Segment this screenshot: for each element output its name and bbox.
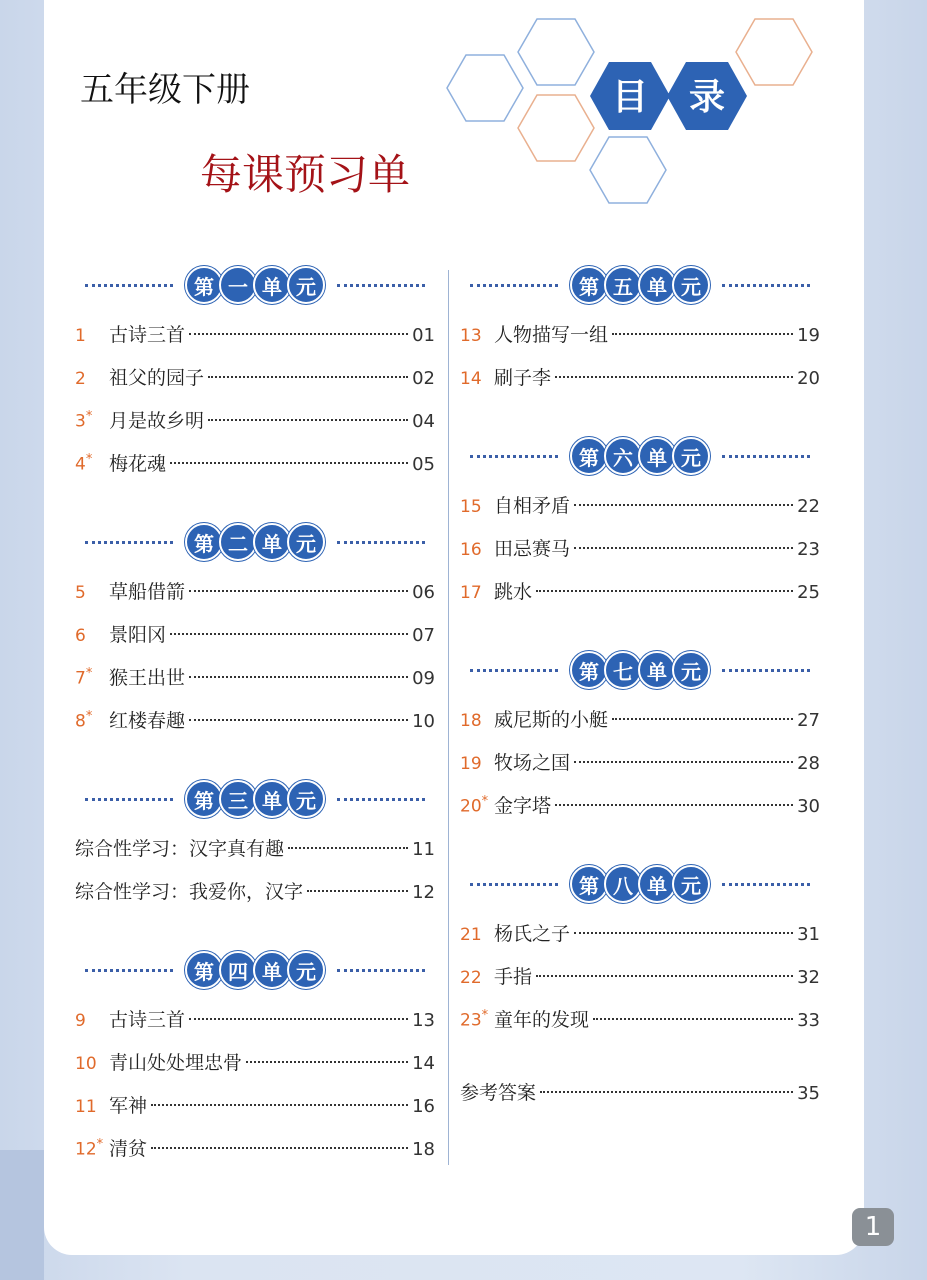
- dot-leader: [170, 462, 408, 464]
- lesson-title: 猴王出世: [109, 667, 186, 689]
- page-ref: 35: [797, 1083, 820, 1104]
- lesson-number-text: 2: [75, 369, 86, 389]
- dot-leader: [574, 547, 793, 549]
- lesson-title: 古诗三首: [109, 324, 186, 346]
- lesson-title: 草船借箭: [109, 581, 186, 603]
- toc-right-column: [460, 265, 820, 1121]
- unit-heading: [75, 950, 435, 990]
- unit-heading-char: 第: [570, 651, 608, 689]
- lesson-number: [460, 540, 494, 560]
- dotted-rule-left: [85, 541, 173, 544]
- unit-heading-char: 元: [287, 266, 325, 304]
- unit-heading-char: 第: [185, 780, 223, 818]
- page-ref: 20: [797, 368, 820, 389]
- unit-heading-char: 元: [672, 266, 710, 304]
- unit-heading-char: 单: [253, 951, 291, 989]
- lesson-number: [460, 369, 494, 389]
- lesson-number-text: 22: [460, 968, 482, 988]
- unit-spacer: [75, 920, 435, 950]
- dot-leader: [246, 1061, 408, 1063]
- unit-heading: [460, 650, 820, 690]
- optional-lesson-star: *: [85, 452, 93, 468]
- lesson-number-text: 13: [460, 326, 482, 346]
- dot-leader: [612, 718, 793, 720]
- lesson-title: 综合性学习：汉字真有趣: [75, 838, 285, 860]
- lesson-number: [460, 925, 494, 945]
- page-ref: 09: [412, 668, 435, 689]
- page-ref: 02: [412, 368, 435, 389]
- toc-entry[interactable]: [75, 1091, 435, 1134]
- dot-leader: [593, 1018, 793, 1020]
- unit-heading-char: 三: [219, 780, 257, 818]
- toc-entry[interactable]: [75, 1005, 435, 1048]
- dotted-rule-right: [722, 669, 810, 672]
- lesson-number: [75, 1097, 109, 1117]
- lesson-number-text: 9: [75, 1011, 86, 1031]
- toc-hexagon-banner: [0, 0, 927, 220]
- column-divider: [448, 270, 449, 1165]
- hex-outline-blue-3: [590, 137, 666, 203]
- page-ref: 07: [412, 625, 435, 646]
- lesson-title: 牧场之国: [494, 752, 571, 774]
- dotted-rule-right: [337, 798, 425, 801]
- lesson-number: [75, 626, 109, 646]
- page-ref: 23: [797, 539, 820, 560]
- page-ref: 22: [797, 496, 820, 517]
- toc-entry[interactable]: [75, 320, 435, 363]
- lesson-number-text: 20: [460, 797, 482, 817]
- lesson-number-text: 19: [460, 754, 482, 774]
- unit-heading: [460, 864, 820, 904]
- unit-heading-char: 四: [219, 951, 257, 989]
- toc-title-char-1: 目: [611, 77, 649, 118]
- toc-entry[interactable]: [75, 406, 435, 449]
- lesson-number-text: 17: [460, 583, 482, 603]
- dotted-rule-right: [337, 541, 425, 544]
- lesson-number-text: 5: [75, 583, 86, 603]
- dot-leader: [189, 333, 408, 335]
- hex-outline-orange-1: [518, 95, 594, 161]
- dot-leader: [189, 719, 408, 721]
- lesson-title: 古诗三首: [109, 1009, 186, 1031]
- dot-leader: [574, 932, 793, 934]
- unit-heading-char: 元: [287, 523, 325, 561]
- dot-leader: [189, 676, 408, 678]
- toc-entry[interactable]: [75, 577, 435, 620]
- toc-entry[interactable]: [75, 363, 435, 406]
- hex-outline-blue-1: [447, 55, 523, 121]
- lesson-title: 清贫: [109, 1138, 148, 1160]
- page-ref: 13: [412, 1010, 435, 1031]
- dot-leader: [540, 1091, 793, 1093]
- lesson-number: [75, 452, 109, 475]
- page-ref: 05: [412, 454, 435, 475]
- dotted-rule-left: [85, 969, 173, 972]
- unit-heading-char: 元: [287, 951, 325, 989]
- dot-leader: [189, 590, 408, 592]
- unit-heading-char: 五: [604, 266, 642, 304]
- unit-heading-char: 第: [570, 266, 608, 304]
- optional-lesson-star: *: [85, 709, 93, 725]
- unit-heading-char: 单: [253, 780, 291, 818]
- lesson-title: 杨氏之子: [494, 923, 571, 945]
- dot-leader: [208, 376, 408, 378]
- unit-heading-char: 第: [570, 865, 608, 903]
- unit-heading-char: 单: [253, 266, 291, 304]
- unit-heading-char: 元: [287, 780, 325, 818]
- unit-heading: [75, 522, 435, 562]
- unit-spacer: [75, 749, 435, 779]
- dot-leader: [170, 633, 408, 635]
- lesson-number: [75, 1054, 109, 1074]
- lesson-number: [460, 794, 494, 817]
- left-edge-strip: [0, 1150, 44, 1280]
- page-ref: 06: [412, 582, 435, 603]
- unit-heading: [460, 436, 820, 476]
- lesson-title: 手指: [494, 966, 533, 988]
- lesson-number: [75, 666, 109, 689]
- lesson-title: 梅花魂: [109, 453, 167, 475]
- optional-lesson-star: *: [85, 666, 93, 682]
- unit-heading-char: 第: [185, 523, 223, 561]
- unit-heading-chars: [187, 523, 323, 561]
- lesson-number-text: 12: [75, 1140, 97, 1160]
- toc-entry[interactable]: [75, 834, 435, 877]
- lesson-number-text: 23: [460, 1011, 482, 1031]
- unit-heading-char: 第: [185, 266, 223, 304]
- page-ref: 01: [412, 325, 435, 346]
- toc-entry[interactable]: [75, 663, 435, 706]
- toc-entry[interactable]: [460, 791, 820, 834]
- optional-lesson-star: *: [481, 794, 489, 810]
- toc-entry[interactable]: [75, 449, 435, 492]
- unit-heading: [460, 265, 820, 305]
- page-ref: 11: [412, 839, 435, 860]
- page-ref: 12: [412, 882, 435, 903]
- unit-spacer: [460, 620, 820, 650]
- dot-leader: [555, 376, 793, 378]
- dot-leader: [536, 975, 793, 977]
- unit-heading-char: 一: [219, 266, 257, 304]
- unit-heading-chars: [572, 437, 708, 475]
- lesson-number: [460, 968, 494, 988]
- lesson-title: 童年的发现: [494, 1009, 590, 1031]
- lesson-number-text: 21: [460, 925, 482, 945]
- dotted-rule-left: [85, 284, 173, 287]
- dotted-rule-right: [722, 883, 810, 886]
- unit-heading-char: 单: [253, 523, 291, 561]
- lesson-number-text: 1: [75, 326, 86, 346]
- lesson-number-text: 18: [460, 711, 482, 731]
- dotted-rule-right: [337, 969, 425, 972]
- answers-entry[interactable]: [460, 1078, 820, 1121]
- lesson-number: [460, 497, 494, 517]
- toc-entry[interactable]: [75, 620, 435, 663]
- optional-lesson-star: *: [481, 1008, 489, 1024]
- dot-leader: [574, 761, 793, 763]
- hex-outline-blue-2: [518, 19, 594, 85]
- unit-heading-char: 六: [604, 437, 642, 475]
- unit-heading-char: 单: [638, 437, 676, 475]
- toc-entry[interactable]: [460, 363, 820, 406]
- lesson-title: 跳水: [494, 581, 533, 603]
- lesson-number-text: 15: [460, 497, 482, 517]
- unit-heading-char: 七: [604, 651, 642, 689]
- toc-entry[interactable]: [460, 577, 820, 620]
- toc-entry[interactable]: [460, 705, 820, 748]
- unit-heading-chars: [187, 951, 323, 989]
- page-ref: 25: [797, 582, 820, 603]
- unit-heading-char: 单: [638, 266, 676, 304]
- unit-heading-char: 第: [570, 437, 608, 475]
- dot-leader: [151, 1104, 408, 1106]
- unit-heading: [75, 779, 435, 819]
- toc-entry[interactable]: [75, 1134, 435, 1177]
- toc-entry[interactable]: [75, 877, 435, 920]
- page-ref: 19: [797, 325, 820, 346]
- page-ref: 30: [797, 796, 820, 817]
- dotted-rule-left: [85, 798, 173, 801]
- toc-entry[interactable]: [460, 748, 820, 791]
- dot-leader: [536, 590, 793, 592]
- lesson-title: 月是故乡明: [109, 410, 205, 432]
- unit-spacer: [75, 492, 435, 522]
- unit-heading-chars: [572, 865, 708, 903]
- unit-heading-char: 单: [638, 865, 676, 903]
- lesson-number-text: 7: [75, 669, 86, 689]
- page-ref: 10: [412, 711, 435, 732]
- lesson-number-text: 14: [460, 369, 482, 389]
- page-ref: 31: [797, 924, 820, 945]
- toc-entry[interactable]: [460, 1005, 820, 1048]
- lesson-number-text: 16: [460, 540, 482, 560]
- dot-leader: [574, 504, 793, 506]
- hex-outline-orange-2: [736, 19, 812, 85]
- dot-leader: [288, 847, 408, 849]
- lesson-title: 威尼斯的小艇: [494, 709, 609, 731]
- toc-left-column: [75, 265, 435, 1177]
- lesson-title: 青山处处埋忠骨: [109, 1052, 243, 1074]
- lesson-number: [75, 1137, 109, 1160]
- lesson-number: [460, 754, 494, 774]
- toc-entry[interactable]: [460, 320, 820, 363]
- toc-entry[interactable]: [460, 534, 820, 577]
- lesson-number: [75, 583, 109, 603]
- page-ref: 04: [412, 411, 435, 432]
- dotted-rule-right: [722, 284, 810, 287]
- lesson-title: 刷子李: [494, 367, 552, 389]
- lesson-number: [75, 409, 109, 432]
- unit-heading: [75, 265, 435, 305]
- unit-heading-char: 八: [604, 865, 642, 903]
- dotted-rule-left: [470, 455, 558, 458]
- preview-sheet-title: 每课预习单: [200, 150, 411, 199]
- unit-heading-char: 第: [185, 951, 223, 989]
- toc-entry[interactable]: [460, 919, 820, 962]
- dot-leader: [189, 1018, 408, 1020]
- lesson-number-text: 8: [75, 712, 86, 732]
- page-ref: 16: [412, 1096, 435, 1117]
- lesson-title: 自相矛盾: [494, 495, 571, 517]
- lesson-title: 祖父的园子: [109, 367, 205, 389]
- lesson-number-text: 10: [75, 1054, 97, 1074]
- dot-leader: [151, 1147, 408, 1149]
- unit-heading-char: 二: [219, 523, 257, 561]
- lesson-number: [460, 583, 494, 603]
- dotted-rule-right: [722, 455, 810, 458]
- unit-heading-char: 单: [638, 651, 676, 689]
- lesson-number-text: 11: [75, 1097, 97, 1117]
- page-ref: 32: [797, 967, 820, 988]
- page-ref: 27: [797, 710, 820, 731]
- lesson-number-text: 3: [75, 412, 86, 432]
- lesson-number: [75, 369, 109, 389]
- page-number-badge: 1: [852, 1208, 894, 1246]
- toc-entry[interactable]: [75, 706, 435, 749]
- unit-heading-char: 元: [672, 651, 710, 689]
- lesson-title: 田忌赛马: [494, 538, 571, 560]
- answers-spacer: [460, 1048, 820, 1078]
- unit-spacer: [460, 406, 820, 436]
- lesson-title: 综合性学习：我爱你，汉字: [75, 881, 304, 903]
- dot-leader: [208, 419, 408, 421]
- toc-title-char-2: 录: [688, 77, 726, 118]
- toc-entry[interactable]: [75, 1048, 435, 1091]
- page-ref: 28: [797, 753, 820, 774]
- lesson-number: [75, 709, 109, 732]
- dot-leader: [307, 890, 408, 892]
- lesson-title: 人物描写一组: [494, 324, 609, 346]
- toc-entry[interactable]: [460, 962, 820, 1005]
- unit-heading-chars: [572, 266, 708, 304]
- lesson-title: 军神: [109, 1095, 148, 1117]
- lesson-number: [75, 1011, 109, 1031]
- optional-lesson-star: *: [85, 409, 93, 425]
- dotted-rule-left: [470, 669, 558, 672]
- lesson-number-text: 6: [75, 626, 86, 646]
- lesson-number: [460, 1008, 494, 1031]
- lesson-title: 景阳冈: [109, 624, 167, 646]
- lesson-number: [460, 326, 494, 346]
- lesson-number: [75, 326, 109, 346]
- dotted-rule-left: [470, 284, 558, 287]
- grade-label: 五年级下册: [80, 70, 250, 110]
- lesson-title: 金字塔: [494, 795, 552, 817]
- toc-entry[interactable]: [460, 491, 820, 534]
- unit-heading-chars: [572, 651, 708, 689]
- answers-title: 参考答案: [460, 1082, 537, 1104]
- dot-leader: [612, 333, 793, 335]
- unit-heading-char: 元: [672, 865, 710, 903]
- unit-heading-char: 元: [672, 437, 710, 475]
- lesson-title: 红楼春趣: [109, 710, 186, 732]
- dotted-rule-left: [470, 883, 558, 886]
- unit-spacer: [460, 834, 820, 864]
- lesson-number: [460, 711, 494, 731]
- unit-heading-chars: [187, 780, 323, 818]
- page-ref: 14: [412, 1053, 435, 1074]
- page-ref: 18: [412, 1139, 435, 1160]
- dot-leader: [555, 804, 793, 806]
- lesson-number-text: 4: [75, 455, 86, 475]
- unit-heading-chars: [187, 266, 323, 304]
- optional-lesson-star: *: [96, 1137, 104, 1153]
- dotted-rule-right: [337, 284, 425, 287]
- page-ref: 33: [797, 1010, 820, 1031]
